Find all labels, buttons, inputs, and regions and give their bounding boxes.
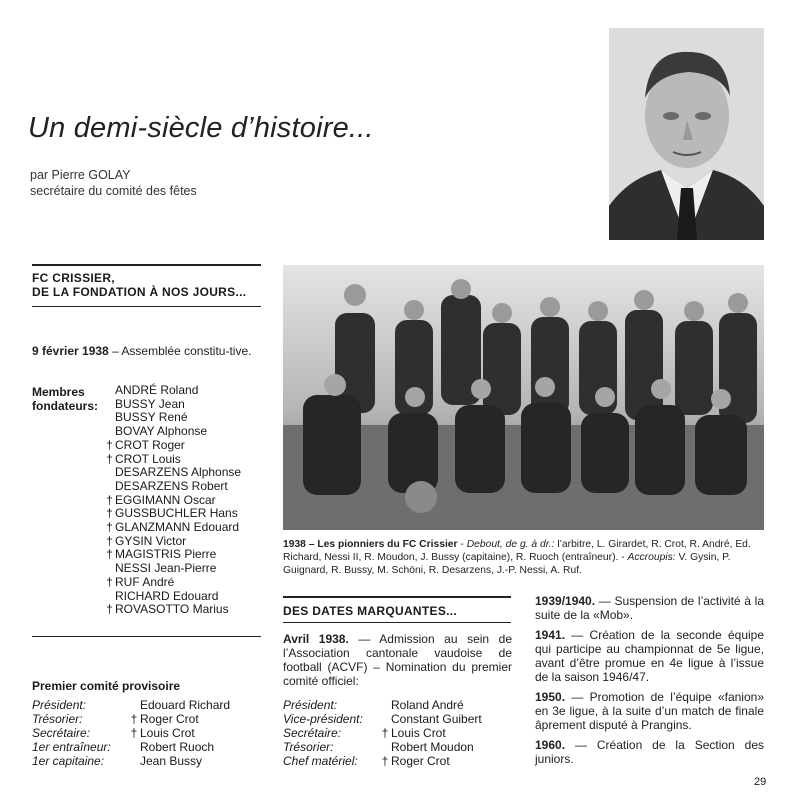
deceased-dagger-icon — [128, 754, 140, 768]
key-date-item — [535, 628, 764, 684]
key-date-text: — Suspension de l’activité à la suite de la «Mob». — [535, 594, 764, 622]
page-title: Un demi-siècle d’histoire... — [28, 112, 374, 144]
section-title-fondation: FC CRISSIER, DE LA FONDATION À NOS JOURS... — [32, 271, 247, 299]
founding-member-row — [104, 576, 241, 590]
dates-rule-bottom — [283, 622, 511, 623]
founding-member-row — [104, 521, 241, 535]
committee-role: 1er entraîneur: — [32, 740, 111, 754]
key-date: 1941. — [535, 628, 566, 642]
founding-member-row — [104, 535, 241, 549]
author-byline — [30, 167, 197, 199]
founding-member-name: GYSIN Victor — [115, 533, 187, 548]
key-date-text: — Création de la Section des juniors. — [535, 738, 764, 766]
founding-member-row — [104, 384, 241, 398]
founding-member-row — [104, 590, 241, 604]
key-date: 1960. — [535, 738, 566, 752]
deceased-dagger-icon: † — [130, 712, 138, 726]
committee-member-name: Louis Crot — [391, 726, 446, 740]
deceased-dagger-icon: † — [106, 451, 113, 466]
founding-member-name: CROT Louis — [115, 451, 181, 466]
committee-member-name: Edouard Richard — [140, 698, 231, 712]
committee-row — [283, 712, 482, 726]
byline-role: secrétaire du comité des fêtes — [30, 184, 197, 198]
founding-member-name: DESARZENS Alphonse — [115, 465, 242, 480]
committee-row — [32, 712, 230, 726]
committee-member-name: Robert Moudon — [391, 740, 474, 754]
key-date-text: — Création de la seconde équipe qui participe au championnat de 5e ligue, avant d’être promue en 4e ligue à l’issue de la saison 1946/47. — [535, 628, 764, 684]
founding-member-row — [104, 398, 241, 412]
committee-member-name: Roland André — [391, 698, 464, 712]
foundation-entry — [32, 344, 260, 358]
founding-member-name: CROT Roger — [115, 437, 185, 452]
committee-member-name: Roger Crot — [140, 712, 199, 726]
key-dates-list — [535, 594, 764, 772]
deceased-dagger-icon: † — [130, 726, 138, 740]
committee-row — [32, 740, 230, 754]
official-committee-list — [283, 698, 482, 768]
founding-member-name: BUSSY Jean — [115, 396, 185, 411]
committee-role: Trésorier: — [32, 712, 83, 726]
committee-member-name: Robert Ruoch — [140, 740, 215, 754]
committee-role: Président: — [32, 698, 87, 712]
committee-row — [283, 698, 482, 712]
committee-row — [32, 726, 230, 740]
founding-member-row — [104, 507, 241, 521]
founding-member-name: RICHARD Edouard — [115, 588, 219, 603]
members-label: Membres fondateurs: — [32, 385, 98, 413]
founding-member-row — [104, 494, 241, 508]
divider — [32, 636, 261, 637]
deceased-dagger-icon — [128, 740, 140, 754]
founding-member-name: DESARZENS Robert — [115, 478, 228, 493]
key-date-item — [535, 738, 764, 766]
founding-member-row — [104, 411, 241, 425]
committee-row — [32, 754, 230, 768]
committee-role: Président: — [283, 698, 338, 712]
key-date-item — [535, 594, 764, 622]
deceased-dagger-icon: † — [106, 506, 113, 521]
founding-member-name: BOVAY Alphonse — [115, 424, 208, 439]
deceased-dagger-icon: † — [106, 437, 113, 452]
section-rule-top — [32, 264, 261, 266]
committee-role: Trésorier: — [283, 740, 334, 754]
founding-member-name: ROVASOTTO Marius — [115, 602, 229, 617]
page-number: 29 — [754, 776, 767, 788]
provisional-committee-list — [32, 698, 230, 768]
committee-row — [32, 698, 230, 712]
founding-member-name: EGGIMANN Oscar — [115, 492, 216, 507]
committee-role: Secrétaire: — [283, 726, 342, 740]
deceased-dagger-icon: † — [106, 533, 113, 548]
committee-member-name: Jean Bussy — [140, 754, 203, 768]
key-date-text: — Promotion de l’équipe «fanion» en 3e ligue, à la suite d’un match de finale âprement disputé à Prangins. — [535, 690, 764, 732]
founding-member-row — [104, 480, 241, 494]
section-title-dates: DES DATES MARQUANTES... — [283, 604, 458, 618]
founding-member-name: MAGISTRIS Pierre — [115, 547, 217, 562]
section-rule-bottom — [32, 306, 261, 307]
founding-member-row — [104, 453, 241, 467]
committee-row — [283, 740, 482, 754]
founding-member-name: BUSSY René — [115, 410, 188, 425]
deceased-dagger-icon — [379, 740, 391, 754]
committee-member-name: Roger Crot — [391, 754, 450, 768]
key-date-item — [535, 690, 764, 732]
dates-rule-top — [283, 596, 511, 598]
deceased-dagger-icon: † — [106, 602, 113, 617]
deceased-dagger-icon: † — [381, 754, 389, 768]
key-date: 1939/1940. — [535, 594, 596, 608]
foundation-date: 9 février 1938 — [32, 344, 109, 358]
foundation-text: – Assemblée constitu-tive. — [108, 344, 252, 358]
founding-member-row — [104, 603, 241, 617]
founding-member-row — [104, 562, 241, 576]
committee-member-name: Constant Guibert — [391, 712, 482, 726]
founding-member-name: GLANZMANN Edouard — [115, 520, 240, 535]
founding-member-row — [104, 439, 241, 453]
team-photo — [283, 265, 764, 530]
committee-row — [283, 754, 482, 768]
founding-member-row — [104, 425, 241, 439]
committee-role: Secrétaire: — [32, 726, 91, 740]
committee-row — [283, 726, 482, 740]
key-date: 1950. — [535, 690, 566, 704]
deceased-dagger-icon — [379, 712, 391, 726]
deceased-dagger-icon: † — [106, 520, 113, 535]
committee-role: 1er capitaine: — [32, 754, 105, 768]
founding-member-name: NESSI Jean-Pierre — [115, 561, 217, 576]
deceased-dagger-icon: † — [106, 492, 113, 507]
committee-member-name: Louis Crot — [140, 726, 195, 740]
committee-role: Chef matériel: — [283, 754, 358, 768]
deceased-dagger-icon: † — [106, 574, 113, 589]
date-entry-avril-1938: Avril 1938. — Admission au sein de l’Association cantonale vaudoise de football (ACVF) – Nomination du premier comité officiel: — [283, 632, 512, 688]
founding-member-name: GUSSBUCHLER Hans — [115, 506, 238, 521]
founding-members-list — [104, 384, 241, 617]
founding-member-name: RUF André — [115, 574, 175, 589]
photo-caption: 1938 – Les pionniers du FC Crissier - Debout, de g. à dr.: l’arbitre, L. Girardet, R. Crot, R. André, Ed. Richard, Nessi II, R. Moudon, J. Bussy (capitaine), R. Ruoch (entraîneur). - Accroupis: V. Gysin, P. Guignard, R. Bussy, M. Schöni, R. Desarzens, J.-P. Nessi, A. Ruf. — [283, 539, 751, 576]
founding-member-row — [104, 466, 241, 480]
deceased-dagger-icon — [128, 698, 140, 712]
author-portrait-photo — [609, 28, 764, 240]
deceased-dagger-icon: † — [106, 547, 113, 562]
deceased-dagger-icon: † — [381, 726, 389, 740]
deceased-dagger-icon — [379, 698, 391, 712]
committee-title: Premier comité provisoire — [32, 679, 181, 693]
founding-member-row — [104, 548, 241, 562]
founding-member-name: ANDRÉ Roland — [115, 383, 199, 397]
committee-role: Vice-président: — [283, 712, 363, 726]
byline-author: par Pierre GOLAY — [30, 168, 131, 182]
